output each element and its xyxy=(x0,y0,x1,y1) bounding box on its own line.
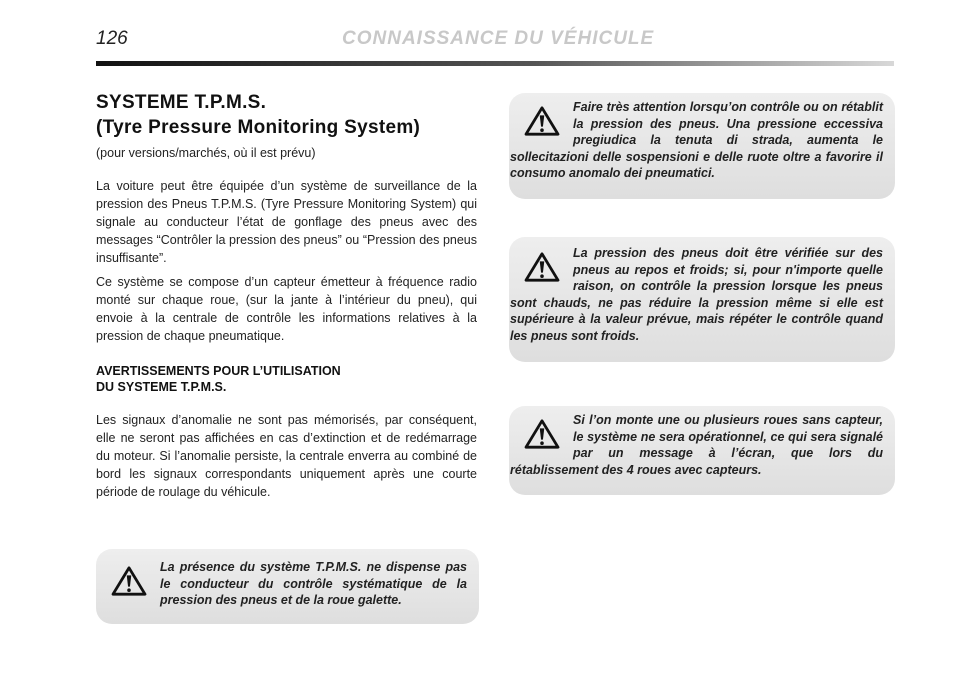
subheading-line1: AVERTISSEMENTS POUR L’UTILISATION xyxy=(96,364,341,378)
left-column xyxy=(96,90,477,507)
paragraph-2: Ce système se compose d’un capteur émetteur à fréquence radio monté sur chaque roue, (sur la jante à l’intérieur du pneu), qui envoie à la centrale de contrôle les informations relatives à la pression de chaque pneumatique. xyxy=(96,275,477,343)
warning-box-4 xyxy=(96,549,479,624)
section-title-line1: SYSTEME T.P.M.S. xyxy=(96,92,267,113)
page-number: 126 xyxy=(96,28,128,49)
subheading xyxy=(96,363,477,395)
page-heading: CONNAISSANCE DU VÉHICULE xyxy=(342,28,655,49)
section-title-line2: (Tyre Pressure Monitoring System) xyxy=(96,117,421,138)
warning-text-1: Faire très attention lorsqu’on contrôle ou on rétablit la pression des pneus. Una pressione eccessiva pregiudica la tenuta di strada, aumenta le sollecitazioni delle sospensioni e delle ruote oltre a favorire il consumo anomalo dei pneumatici. xyxy=(510,100,883,180)
paragraph-1: La voiture peut être équipée d’un système de surveillance de la pression des Pneus T.P.M.S. (Tyre Pressure Monitoring System) qui signale au conducteur l’état de gonflage des pneus avec des messages “Contrôler la pression des pneus” ou “Pression des pneus insuffisante”. xyxy=(96,179,477,265)
warning-box-2 xyxy=(509,237,895,362)
warning-triangle-icon xyxy=(523,251,561,283)
warning-box-1 xyxy=(509,93,895,199)
warning-text-3: Si l’on monte une ou plusieurs roues sans capteur, le système ne sera opérationnel, ce qui sera signalé par un message à l’écran, que lors du rétablissement des 4 roues avec capteurs. xyxy=(510,413,883,477)
warning-text-4: La présence du système T.P.M.S. ne dispense pas le conducteur du contrôle systématique de la pression des pneus et de la roue galette. xyxy=(160,560,467,607)
warning-triangle-icon xyxy=(110,565,148,597)
paragraph-3: Les signaux d’anomalie ne sont pas mémorisés, par conséquent, elle ne seront pas affichées en cas d’extinction et de redémarrage du moteur. Si l’anomalie persiste, la centrale enverra au combiné de bord les signaux correspondants uniquement après une courte période de roulage du véhicule. xyxy=(96,413,477,499)
section-subtitle: (pour versions/marchés, où il est prévu) xyxy=(96,146,316,160)
warning-triangle-icon xyxy=(523,418,561,450)
warning-text-2: La pression des pneus doit être vérifiée sur des pneus au repos et froids; si, pour n'importe quelle raison, on contrôle la pression lorsque les pneus sont chauds, ne pas réduire la pression même si elle est supérieure à la valeur prévue, mais répéter le contrôle quand les pneus sont froids. xyxy=(510,246,883,343)
warning-box-3 xyxy=(509,406,895,495)
header-rule xyxy=(96,61,894,66)
subheading-line2: DU SYSTEME T.P.M.S. xyxy=(96,380,227,394)
warning-triangle-icon xyxy=(523,105,561,137)
